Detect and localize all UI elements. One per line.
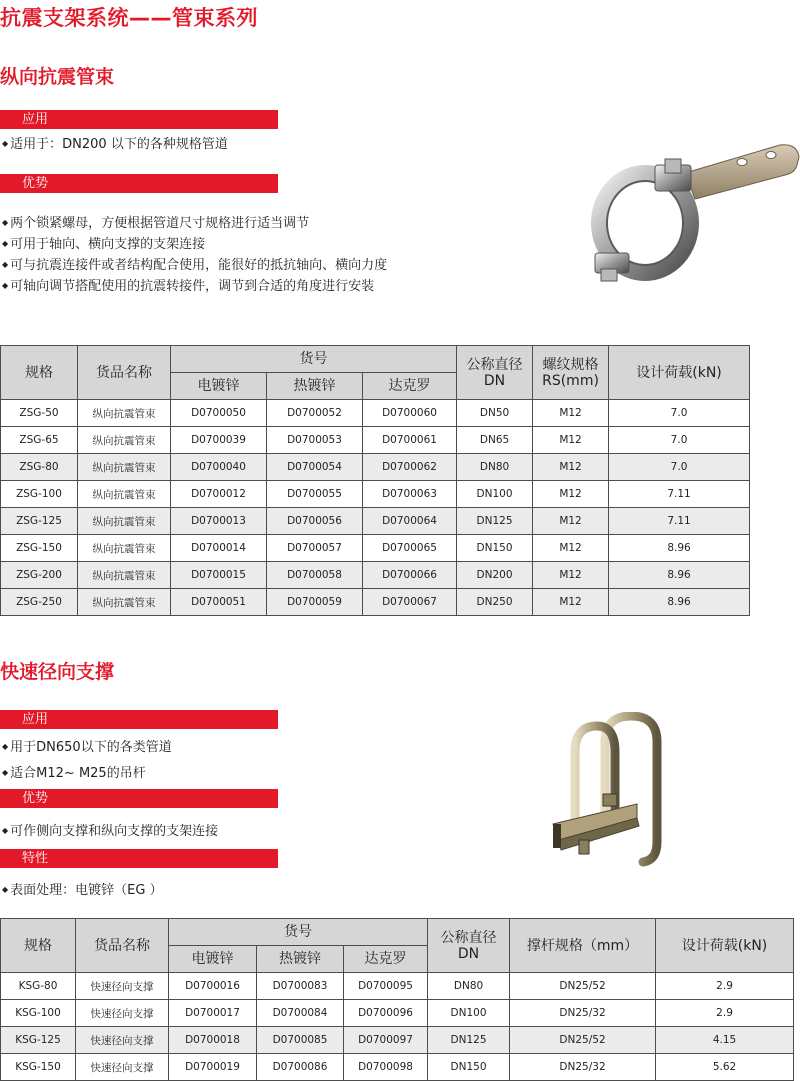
section2-application-item: ◆ 用于DN650以下的各类管道	[2, 740, 172, 755]
header-dacro: 达克罗	[363, 373, 457, 400]
header-dn: 公称直径 DN	[428, 919, 510, 973]
page-title: 抗震支架系统——管束系列	[0, 6, 258, 30]
header-hotdip: 热镀锌	[267, 373, 363, 400]
table-row: KSG-125 快速径向支撑 D0700018 D0700085 D0700097 DN125 DN25/52 4.15	[1, 1027, 794, 1054]
section1-advantage-item: ◆ 可轴向调节搭配使用的抗震转接件，调节到合适的角度进行安装	[2, 279, 375, 294]
table-row: ZSG-125 纵向抗震管束 D0700013 D0700056 D0700064 DN125 M12 7.11	[1, 508, 750, 535]
radial-brace-photo	[545, 712, 705, 872]
header-electro: 电镀锌	[171, 373, 267, 400]
section2-spec-table	[0, 918, 794, 1081]
header-spec: 规格	[1, 919, 76, 973]
section2-title: 快速径向支撑	[0, 661, 115, 683]
section1-application-item: ◆ 适用于：DN200 以下的各种规格管道	[2, 137, 228, 152]
table-row: ZSG-250 纵向抗震管束 D0700051 D0700059 D0700067 DN250 M12 8.96	[1, 589, 750, 616]
header-rod: 撑杆规格（mm）	[510, 919, 656, 973]
table-row: ZSG-150 纵向抗震管束 D0700014 D0700057 D0700065 DN150 M12 8.96	[1, 535, 750, 562]
table-row: ZSG-50 纵向抗震管束 D0700050 D0700052 D0700060 DN50 M12 7.0	[1, 400, 750, 427]
header-dn: 公称直径 DN	[457, 346, 533, 400]
section2-application-bar: 应用	[0, 710, 278, 729]
table-row: ZSG-80 纵向抗震管束 D0700040 D0700054 D0700062 DN80 M12 7.0	[1, 454, 750, 481]
header-code: 货号	[171, 346, 457, 373]
section1-advantage-item: ◆ 两个锁紧螺母，方便根据管道尺寸规格进行适当调节	[2, 216, 310, 231]
header-thread: 螺纹规格 RS(mm)	[533, 346, 609, 400]
table-row: ZSG-100 纵向抗震管束 D0700012 D0700055 D0700063 DN100 M12 7.11	[1, 481, 750, 508]
header-dacro: 达克罗	[344, 946, 428, 973]
header-load: 设计荷载(kN)	[656, 919, 794, 973]
header-electro: 电镀锌	[169, 946, 257, 973]
table-row: KSG-80 快速径向支撑 D0700016 D0700083 D0700095 DN80 DN25/52 2.9	[1, 973, 794, 1000]
table-row: ZSG-65 纵向抗震管束 D0700039 D0700053 D0700061 DN65 M12 7.0	[1, 427, 750, 454]
table-row: KSG-100 快速径向支撑 D0700017 D0700084 D0700096 DN100 DN25/32 2.9	[1, 1000, 794, 1027]
section1-application-bar: 应用	[0, 110, 278, 129]
header-name: 货品名称	[76, 919, 169, 973]
pipe-clamp-photo	[575, 135, 800, 285]
section2-advantage-item: ◆ 可作侧向支撑和纵向支撑的支架连接	[2, 824, 219, 839]
section1-title: 纵向抗震管束	[0, 66, 115, 88]
section2-application-item: ◆ 适合M12~ M25的吊杆	[2, 766, 146, 781]
header-code: 货号	[169, 919, 428, 946]
section2-feature-item: ◆ 表面处理：电镀锌（EG ）	[2, 883, 163, 898]
section1-advantage-item: ◆ 可用于轴向、横向支撑的支架连接	[2, 237, 206, 252]
section1-advantage-bar: 优势	[0, 174, 278, 193]
table-row: KSG-150 快速径向支撑 D0700019 D0700086 D0700098 DN150 DN25/32 5.62	[1, 1054, 794, 1081]
header-load: 设计荷载(kN)	[609, 346, 750, 400]
section2-advantage-bar: 优势	[0, 789, 278, 808]
section1-spec-table	[0, 345, 750, 616]
section2-feature-bar: 特性	[0, 849, 278, 868]
section1-advantage-item: ◆ 可与抗震连接件或者结构配合使用，能很好的抵抗轴向、横向力度	[2, 258, 388, 273]
table-row: ZSG-200 纵向抗震管束 D0700015 D0700058 D0700066 DN200 M12 8.96	[1, 562, 750, 589]
header-name: 货品名称	[78, 346, 171, 400]
header-hotdip: 热镀锌	[257, 946, 344, 973]
header-spec: 规格	[1, 346, 78, 400]
